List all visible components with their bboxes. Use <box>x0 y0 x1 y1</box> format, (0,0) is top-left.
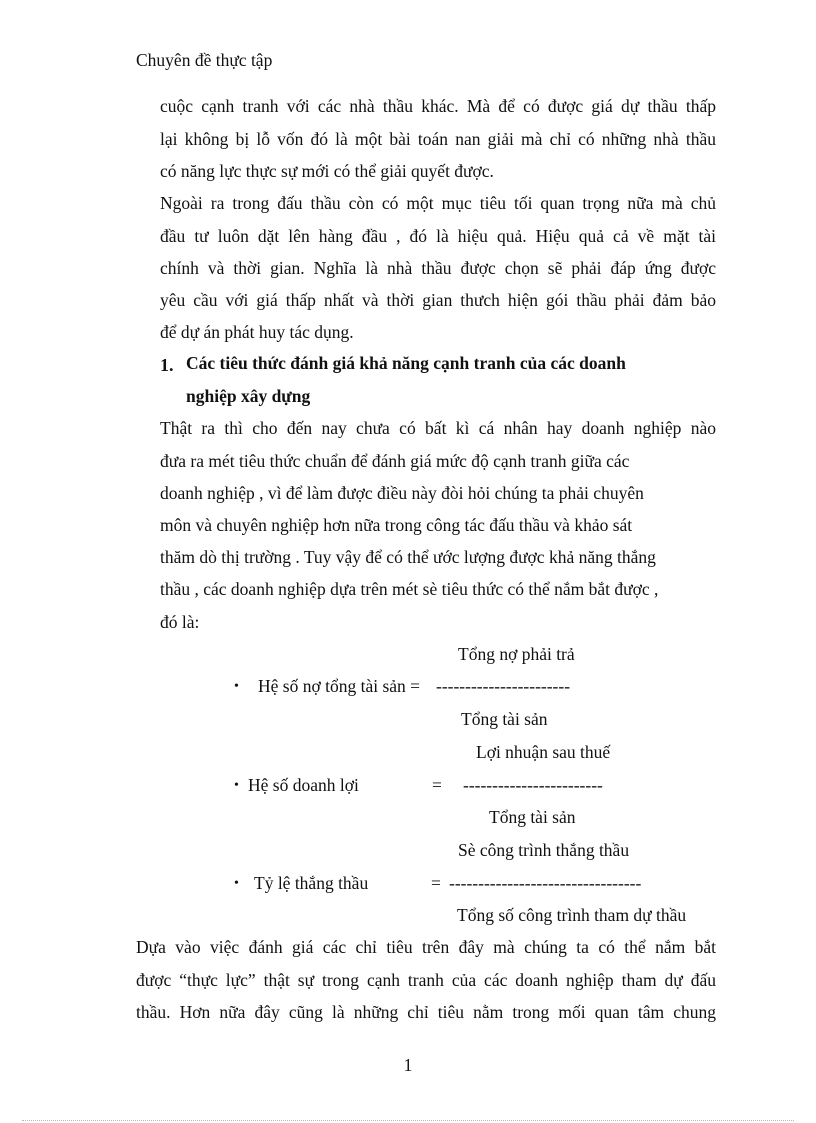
text-line: đưa ra mét tiêu thức chuẩn để đánh giá mức độ cạnh tranh giữa các <box>160 451 630 471</box>
text-line: chính và thời gian. Nghĩa là nhà thầu được chọn sẽ phải đáp ứng được <box>160 258 716 278</box>
text-line: Ngoài ra trong đấu thầu còn có một mục tiêu tối quan trọng nữa mà chủ <box>160 193 716 213</box>
text-line: cuộc cạnh tranh với các nhà thầu khác. Mà để có được giá dự thầu thấp <box>160 96 716 116</box>
bullet-icon: • <box>234 679 239 694</box>
section-title-line2: nghiệp xây dựng <box>186 386 311 406</box>
text-line: lại không bị lỗ vốn đó là một bài toán nan giải mà chỉ có những nhà thầu <box>160 129 716 149</box>
formula-equals: = <box>432 775 442 795</box>
text-line: Thật ra thì cho đến nay chưa có bất kì cá nhân hay doanh nghiệp nào <box>160 418 716 438</box>
text-line: thầu. Hơn nữa đây cũng là những chỉ tiêu nằm trong mối quan tâm chung <box>136 1002 716 1022</box>
paragraph-line <box>136 937 716 958</box>
text-line: thầu , các doanh nghiệp dựa trên mét sè tiêu thức có thể nắm bắt được , <box>160 579 659 599</box>
text-line: Dựa vào việc đánh giá các chỉ tiêu trên đây mà chúng ta có thể nắm bắt <box>136 937 716 957</box>
paragraph-line <box>136 970 716 991</box>
text-line: yêu cầu với giá thấp nhất và thời gian thưch hiện gói thầu phải đảm bảo <box>160 290 716 310</box>
paragraph-line <box>160 129 716 150</box>
formula-numerator: Sè công trình thắng thầu <box>458 840 630 860</box>
page-header: Chuyên đề thực tập <box>136 50 273 70</box>
text-line: có năng lực thực sự mới có thể giải quyết được. <box>160 161 494 181</box>
formula-divider: ------------------------ <box>463 775 603 795</box>
bullet-icon: • <box>234 778 239 793</box>
paragraph-line <box>160 193 716 214</box>
text-line: để dự án phát huy tác dụng. <box>160 322 354 342</box>
page-number: 1 <box>403 1055 413 1075</box>
formula-numerator: Tổng nợ phải trả <box>458 644 575 664</box>
paragraph-line <box>160 290 716 311</box>
formula-divider: --------------------------------- <box>449 873 642 893</box>
formula-numerator: Lợi nhuận sau thuế <box>476 742 611 762</box>
section-title-line1: Các tiêu thức đánh giá khả năng cạnh tranh của các doanh <box>186 353 626 373</box>
text-line: doanh nghiệp , vì để làm được điều này đòi hỏi chúng ta phải chuyên <box>160 483 644 503</box>
paragraph-line <box>136 1002 716 1023</box>
formula-equals: = <box>431 873 441 893</box>
text-line: đầu tư luôn dặt lên hàng đầu , đó là hiệu quả. Hiệu quả cả về mặt tài <box>160 226 716 246</box>
text-line: đó là: <box>160 612 200 632</box>
formula-denominator: Tổng tài sản <box>461 709 548 729</box>
formula-denominator: Tổng tài sản <box>489 807 576 827</box>
formula-label: Hệ số doanh lợi <box>248 775 359 795</box>
formula-label: Tỷ lệ thắng thầu <box>254 873 369 893</box>
formula-divider: ----------------------- <box>436 676 571 696</box>
formula-label: Hệ số nợ tổng tài sản = <box>258 676 421 696</box>
paragraph-line <box>160 226 716 247</box>
text-line: môn và chuyên nghiệp hơn nữa trong công tác đấu thầu và khảo sát <box>160 515 633 535</box>
paragraph-line <box>160 258 716 279</box>
text-line: được “thực lực” thật sự trong cạnh tranh của các doanh nghiệp tham dự đấu <box>136 970 716 990</box>
bullet-icon: • <box>234 876 239 891</box>
paragraph-line <box>160 418 716 439</box>
text-line: thăm dò thị trường . Tuy vậy để có thể ước lượng được khả năng thắng <box>160 547 656 567</box>
formula-denominator: Tổng số công trình tham dự thầu <box>457 905 687 925</box>
paragraph-line <box>160 96 716 117</box>
section-number: 1. <box>160 355 174 375</box>
page-bottom-divider <box>22 1120 794 1121</box>
